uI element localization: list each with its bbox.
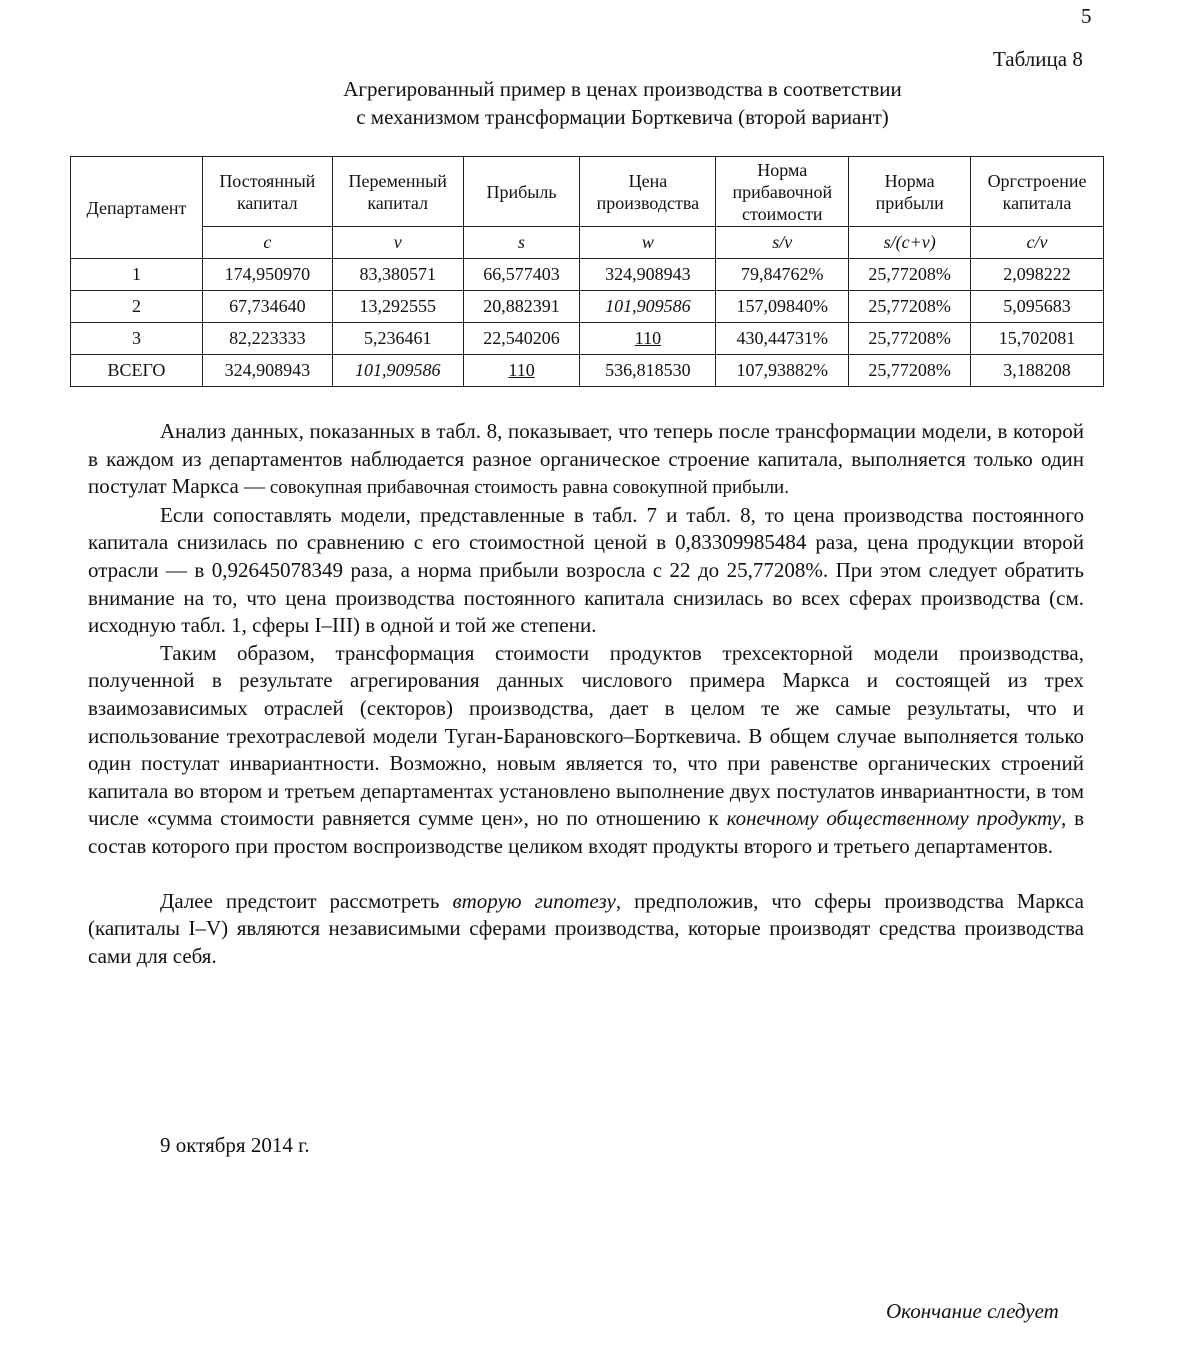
cell-dept: 1 xyxy=(71,259,203,291)
header-variable-capital: Переменный капитал xyxy=(332,157,463,227)
cell-w: 110 xyxy=(580,323,716,355)
cell-cv: 3,188208 xyxy=(971,355,1104,387)
table-row xyxy=(71,323,1104,355)
cell-scv: 25,77208% xyxy=(849,355,971,387)
cell-sv: 430,44731% xyxy=(716,323,849,355)
page-number: 5 xyxy=(1081,4,1092,28)
paragraph-3-part-b: , в состав которого при простом воспроизводстве целиком входят продукты второго и третьего департаментов. xyxy=(88,806,1084,858)
symbol-c: c xyxy=(202,227,332,259)
table-label: Таблица 8 xyxy=(993,47,1083,71)
cell-cv: 5,095683 xyxy=(971,291,1104,323)
cell-v: 101,909586 xyxy=(332,355,463,387)
header-production-price: Цена производства xyxy=(580,157,716,227)
paragraph-2: Если сопоставлять модели, представленные в табл. 7 и табл. 8, то цена производства постоянного капитала снизилась по сравнению с его стоимостной ценой в 0,83309985484 раза, цена продукции второй отрасли — в 0,92645078349 раза, а норма прибыли возросла с 22 до 25,77208%. При этом следует обратить внимание на то, что цена производства постоянного капитала снизилась во всех сферах производства (см. исходную табл. 1, сферы I–III) в одной и той же степени. xyxy=(88,502,1084,638)
symbol-scv: s/(c+v) xyxy=(849,227,971,259)
symbol-cv: c/v xyxy=(971,227,1104,259)
cell-w: 536,818530 xyxy=(580,355,716,387)
paragraph-3 xyxy=(88,640,1084,861)
body-text xyxy=(88,418,1084,970)
cell-scv: 25,77208% xyxy=(849,259,971,291)
cell-s: 110 xyxy=(463,355,580,387)
cell-s: 20,882391 xyxy=(463,291,580,323)
cell-cv: 15,702081 xyxy=(971,323,1104,355)
symbol-sv: s/v xyxy=(716,227,849,259)
paragraph-1-main: Анализ данных, показанных в табл. 8, показывает, что теперь после трансформации модели, в которой в каждом из департаментов наблюдается разное органическое строение капитала, выполняется только один постулат Маркса — xyxy=(88,419,1084,499)
cell-s: 66,577403 xyxy=(463,259,580,291)
paragraph-1 xyxy=(88,418,1084,502)
cell-sv: 107,93882% xyxy=(716,355,849,387)
header-organic-composition: Оргстроение капитала xyxy=(971,157,1104,227)
cell-dept: 3 xyxy=(71,323,203,355)
paragraph-3-part-a: Таким образом, трансформация стоимости продуктов трехсекторной модели производства, полученной в результате агрегирования данных числового примера Маркса и состоящей из трех взаимозависимых отраслей (секторов) производства, дает в целом те же самые результаты, что и использование трехотраслевой модели Туган-Барановского–Борткевича. В общем случае выполняется только один постулат инвариантности. Возможно, новым является то, что при равенстве органических строений капитала во втором и третьем департаментах установлено выполнение двух постулатов инвариантности, в том числе «сумма стоимости равняется сумме цен», но по отношению к xyxy=(88,640,1084,831)
continued-note: Окончание следует xyxy=(886,1299,1059,1323)
header-constant-capital: Постоянный капитал xyxy=(202,157,332,227)
cell-w: 101,909586 xyxy=(580,291,716,323)
cell-dept: ВСЕГО xyxy=(71,355,203,387)
paragraph-4-part-a: Далее предстоит рассмотреть xyxy=(160,888,453,913)
cell-w: 324,908943 xyxy=(580,259,716,291)
table-row xyxy=(71,291,1104,323)
cell-sv: 157,09840% xyxy=(716,291,849,323)
cell-s: 22,540206 xyxy=(463,323,580,355)
table-caption-line-1: Агрегированный пример в ценах производства в соответствии xyxy=(343,77,902,101)
table-caption xyxy=(0,75,1177,131)
header-profit-rate: Норма прибыли xyxy=(849,157,971,227)
table-row xyxy=(71,259,1104,291)
date: 9 октября 2014 г. xyxy=(160,1133,310,1157)
symbol-w: w xyxy=(580,227,716,259)
header-department: Департамент xyxy=(71,157,203,259)
paragraph-1-small: совокупная прибавочная стоимость равна совокупной прибыли. xyxy=(265,477,789,499)
symbol-s: s xyxy=(463,227,580,259)
paragraph-4-italic: вторую гипотезу xyxy=(452,888,616,913)
cell-scv: 25,77208% xyxy=(849,291,971,323)
data-table xyxy=(70,156,1104,387)
table-caption-line-2: с механизмом трансформации Борткевича (второй вариант) xyxy=(356,105,889,129)
cell-c: 82,223333 xyxy=(202,323,332,355)
cell-dept: 2 xyxy=(71,291,203,323)
cell-c: 324,908943 xyxy=(202,355,332,387)
paragraph-4 xyxy=(88,888,1084,971)
cell-v: 5,236461 xyxy=(332,323,463,355)
symbol-v: v xyxy=(332,227,463,259)
table-row-total xyxy=(71,355,1104,387)
header-profit: Прибыль xyxy=(463,157,580,227)
cell-c: 67,734640 xyxy=(202,291,332,323)
header-surplus-rate: Норма прибавочной стоимости xyxy=(716,157,849,227)
cell-sv: 79,84762% xyxy=(716,259,849,291)
paragraph-4-part-b: , предположив, что сферы производства Маркса (капиталы I–V) являются независимыми сферами производства, которые производят средства производства сами для себя. xyxy=(88,888,1085,968)
cell-v: 83,380571 xyxy=(332,259,463,291)
paragraph-3-italic: конечному общественному продукту xyxy=(726,806,1061,831)
cell-v: 13,292555 xyxy=(332,291,463,323)
cell-cv: 2,098222 xyxy=(971,259,1104,291)
cell-c: 174,950970 xyxy=(202,259,332,291)
cell-scv: 25,77208% xyxy=(849,323,971,355)
